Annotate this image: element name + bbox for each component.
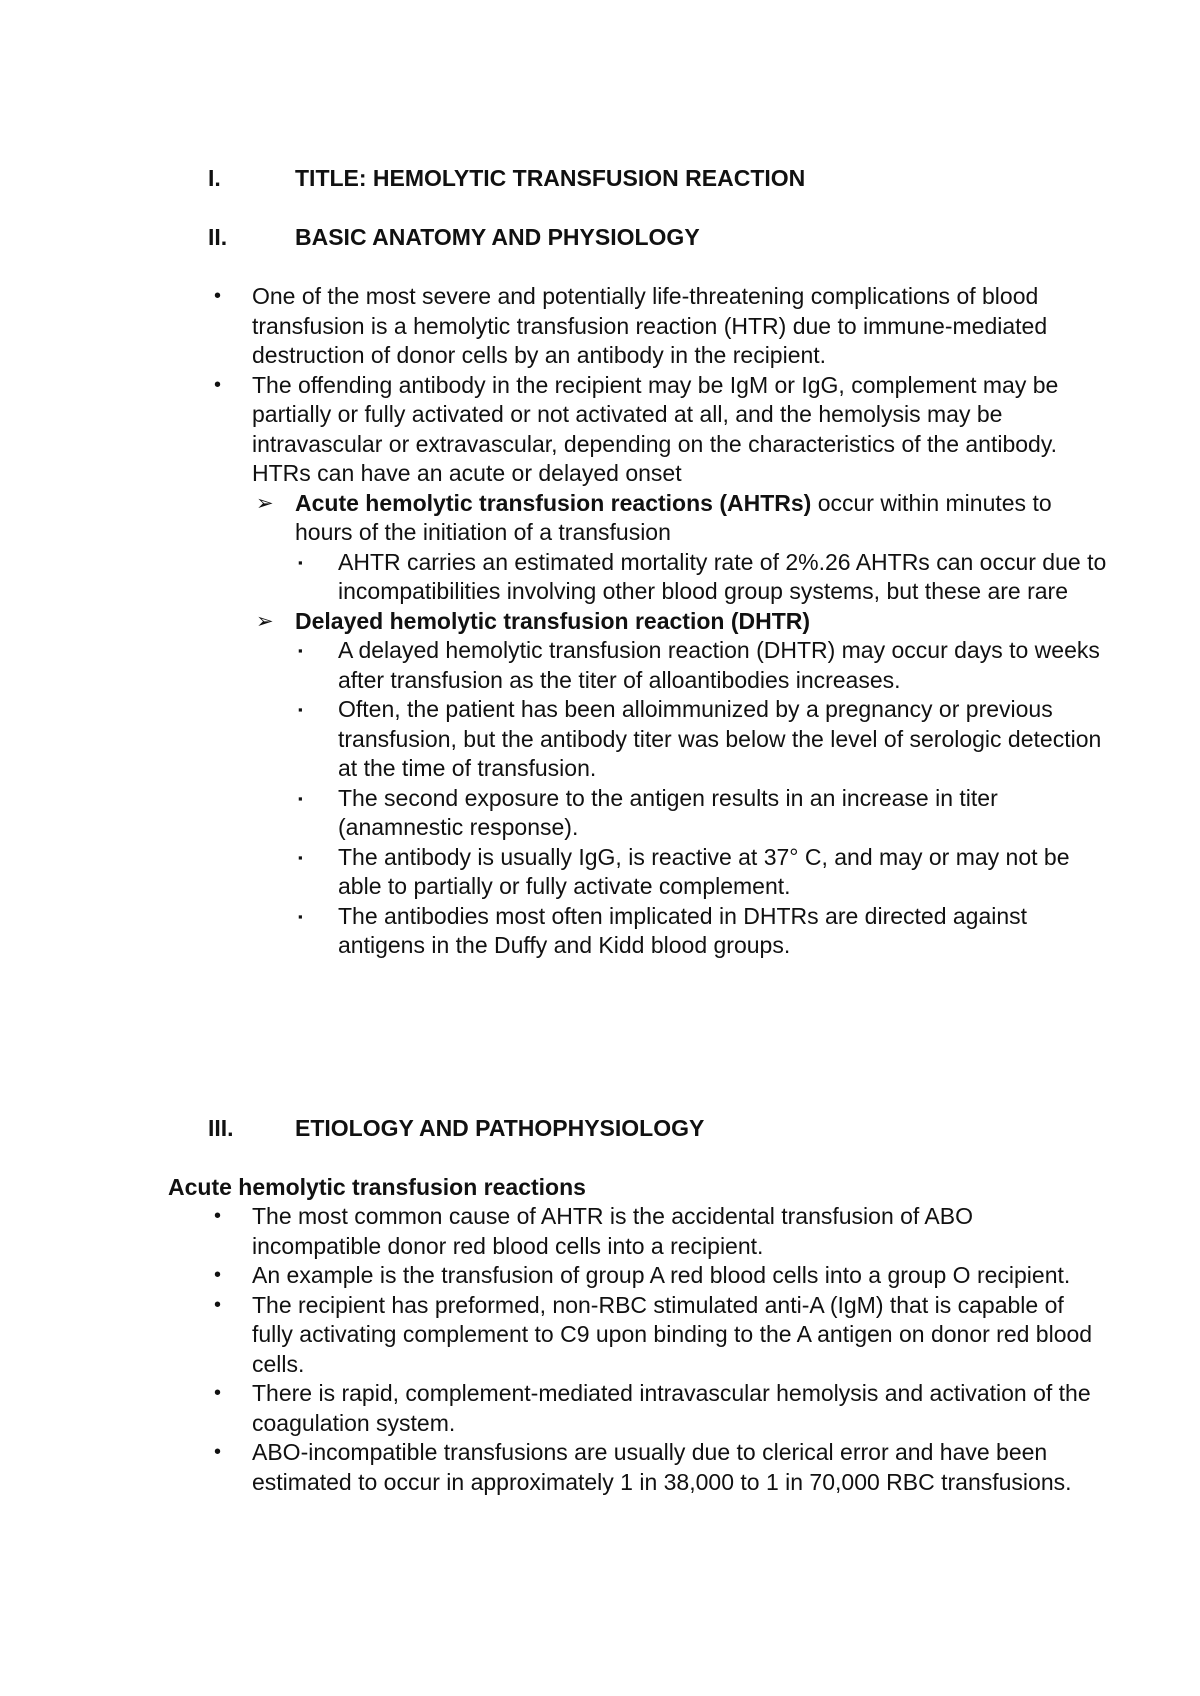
bullet-icon: • (214, 1293, 222, 1316)
bullet-icon: • (214, 1264, 222, 1286)
list-item (208, 636, 1108, 695)
list-item-text: The most common cause of AHTR is the accidental transfusion of ABO incompatible donor red blood cells into a recipient. (252, 1203, 973, 1259)
list-item (208, 1202, 1108, 1261)
list-item (208, 695, 1108, 784)
list-item (208, 1261, 1108, 1291)
list-item-text: ABO-incompatible transfusions are usually due to clerical error and have been estimated to occur in approximately 1 in 38,000 to 1 in 70,000 RBC transfusions. (252, 1439, 1072, 1495)
section-title: TITLE: HEMOLYTIC TRANSFUSION REACTION (295, 165, 806, 191)
list-item (208, 1438, 1108, 1497)
list-item (208, 1291, 1108, 1380)
square-bullet-icon: ▪ (298, 702, 303, 717)
section-number: II. (208, 224, 228, 250)
bullet-icon: • (214, 373, 222, 396)
bullet-icon: • (214, 1382, 222, 1404)
bullet-icon: • (214, 1205, 222, 1227)
section-title: ETIOLOGY AND PATHOPHYSIOLOGY (295, 1115, 705, 1141)
bullet-icon: • (214, 285, 222, 307)
list-item-text: An example is the transfusion of group A red blood cells into a group O recipient. (252, 1262, 1071, 1288)
section-2-body (208, 282, 1108, 961)
section-title: BASIC ANATOMY AND PHYSIOLOGY (295, 224, 700, 250)
list-item (208, 1379, 1108, 1438)
list-item-text: One of the most severe and potentially life-threatening complications of blood transfusion is a hemolytic transfusion reaction (HTR) due to immune-mediated destruction of donor cells by an antibody in the recipient. (252, 283, 1048, 368)
square-bullet-icon: ▪ (298, 849, 303, 865)
list-item-text: The recipient has preformed, non-RBC stimulated anti-A (IgM) that is capable of fully activating complement to C9 upon binding to the A antigen on donor red blood cells. (252, 1291, 1093, 1377)
arrow-icon: ➢ (256, 491, 274, 515)
list-item-text: Often, the patient has been alloimmunized by a pregnancy or previous transfusion, but the antibody titer was below the level of serologic detection at the time of transfusion. (338, 696, 1102, 781)
list-item-text: occur within minutes to hours of the initiation of a transfusion (295, 489, 1052, 545)
list-item-text: There is rapid, complement-mediated intravascular hemolysis and activation of the coagulation system. (252, 1380, 1091, 1436)
list-item-heading: Delayed hemolytic transfusion reaction (DHTR) (295, 607, 811, 634)
list-item-text: The second exposure to the antigen results in an increase in titer (anamnestic response). (338, 784, 998, 840)
list-item (208, 607, 1108, 637)
list-item (208, 489, 1108, 548)
list-item-text: The antibody is usually IgG, is reactive at 37° C, and may or may not be able to partially or fully activate complement. (338, 843, 1070, 899)
list-item-text: A delayed hemolytic transfusion reaction (DHTR) may occur days to weeks after transfusion as the titer of alloantibodies increases. (338, 637, 1100, 693)
list-item (208, 902, 1108, 961)
list-item (208, 371, 1108, 489)
section-number: III. (208, 1115, 234, 1141)
list-item-text: The offending antibody in the recipient may be IgM or IgG, complement may be partially or fully activated or not activated at all, and the hemolysis may be intravascular or extravascular, depending on the characteristics of the antibody. HTRs can have an acute or delayed onset (252, 371, 1059, 486)
list-item-heading: Acute hemolytic transfusion reactions (AHTRs) (295, 489, 812, 516)
square-bullet-icon: ▪ (298, 790, 303, 806)
list-item (208, 548, 1108, 607)
list-item-text: AHTR carries an estimated mortality rate of 2%.26 AHTRs can occur due to incompatibilities involving other blood group systems, but these are rare (338, 548, 1107, 604)
square-bullet-icon: ▪ (298, 908, 303, 924)
list-item (208, 843, 1108, 902)
subheading: Acute hemolytic transfusion reactions (168, 1174, 586, 1200)
section-3-body (208, 1202, 1108, 1497)
section-number: I. (208, 165, 221, 191)
square-bullet-icon: ▪ (298, 554, 303, 570)
bullet-icon: • (214, 1441, 222, 1463)
list-item-text: The antibodies most often implicated in DHTRs are directed against antigens in the Duffy and Kidd blood groups. (338, 902, 1028, 958)
list-item (208, 784, 1108, 843)
arrow-icon: ➢ (256, 609, 274, 633)
list-item (208, 282, 1108, 371)
square-bullet-icon: ▪ (298, 643, 303, 658)
